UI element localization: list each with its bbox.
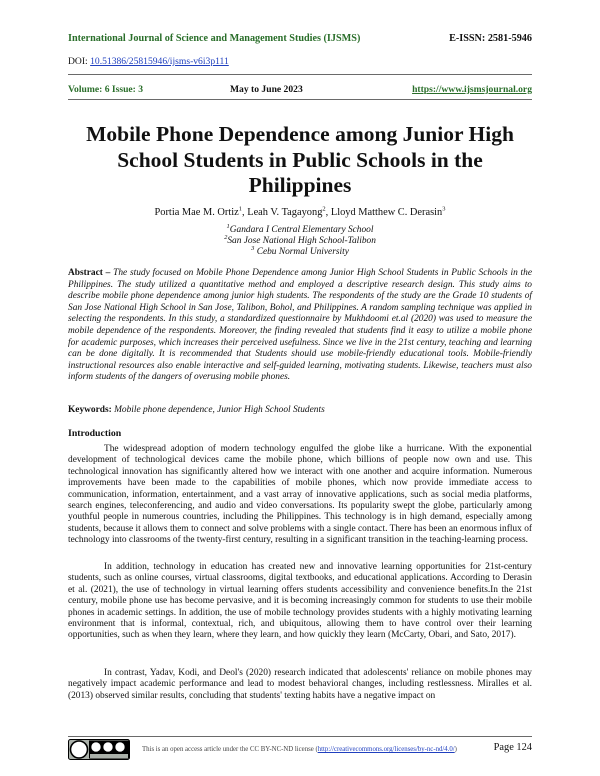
page-number: Page 124 [493, 742, 532, 753]
footer-divider [68, 736, 532, 737]
volume-issue: Volume: 6 Issue: 3 [68, 84, 144, 95]
keywords-label: Keywords: [68, 405, 112, 415]
paper-title: Mobile Phone Dependence among Junior High School Students in Public Schools in the Philippines [86, 122, 514, 197]
abstract-text: The study focused on Mobile Phone Dependence among Junior High School Students in Public Schools in the Philippines. The study utilized a quantitative method and employed a descriptive research design. This study aims to describe mobile phone dependence among junior high students. The respondents of the study are the Grade 10 students of San Jose National High School in San Jose, Talibon, Bohol, and Philippines. A random sampling technique was applied in selecting the respondents. In this study, a standardized questionnaire by Mukhdoomi et.al (2020) was used to measure the mobile dependence of the respondents. Moreover, the finding revealed that students find it easy to utilize a mobile phone for academic purposes, which increases their perceived usefulness. Since we live in the 21st century, teaching and learning can be done digitally. It is recommended that Students should use mobile-friendly educational tools. Mobile-friendly instructional resources also enable interactive and self-guided learning, motivating students. Likewise, teachers must also inform students of the dangers of overusing mobile phones. [68, 268, 532, 383]
doi-label: DOI: [68, 56, 88, 67]
author-name: Leah V. Tagayong [247, 207, 323, 218]
affiliation-text: Gandara I Central Elementary School [229, 225, 374, 235]
cc-license-badge-icon[interactable] [68, 739, 130, 760]
journal-name: International Journal of Science and Management Studies (IJSMS) [68, 33, 361, 44]
header-divider-bottom [68, 99, 532, 100]
author-sup: 3 [442, 205, 446, 213]
author-list: Portia Mae M. Ortiz$^1$, Leah V. Tagayong$^2$, Lloyd Matthew C. Derasin$^3$ [154, 205, 446, 218]
header-divider-top [68, 74, 532, 75]
author-sup: 2 [322, 205, 326, 213]
affiliation [68, 244, 532, 257]
affiliation-text: San Jose National High School-Talibon [227, 236, 376, 246]
issue-period: May to June 2023 [230, 84, 303, 95]
affiliation-sup: 3 [251, 244, 255, 252]
license-close: ) [454, 746, 457, 753]
author-sup: 1 [238, 205, 243, 213]
affiliation-text: Cebu Normal University [256, 247, 349, 257]
license-link[interactable]: http://creativecommons.org/licenses/by-nc-nd/4.0/ [317, 746, 455, 753]
affiliation-sup: 1 [226, 222, 230, 230]
author-name: Portia Mae M. Ortiz [154, 207, 239, 218]
abstract-label: Abstract – [68, 268, 111, 278]
section-heading-introduction: Introduction [68, 428, 122, 439]
journal-url-link[interactable]: https://www.ijsmsjournal.org [412, 84, 532, 95]
keywords-text: Mobile phone dependence, Junior High School Students [114, 405, 325, 415]
abstract [68, 268, 532, 384]
body-paragraph: The widespread adoption of modern technology engulfed the globe like a hurricane. With the exponential development of technological devices came the mobile phone, which billions of people now own and use. This technological innovation has significantly altered how we interact with one another and acquire information. Numerous improvements have been made to the capabilities of mobile phones, which now provide immediate access to communication, information, entertainment, and a vast array of innovative applications, such as social media platforms, search engines, teleconferencing, and audio and video conversations. Its popularity swept the globe, particularly among youthful people in numerous countries, including the Philippines. This technology is in high demand, especially among students, because it allows them to connect and solve problems with a single contact. There has been an enormous influx of technology into classrooms of the twenty-first century, resulting in a significant transition in the teaching-learning process. [68, 444, 532, 546]
doi-link[interactable]: 10.51386/25815946/ijsms-v6i3p111 [90, 56, 229, 67]
author-name: Lloyd Matthew C. Derasin [330, 207, 443, 218]
affiliation [68, 222, 532, 235]
affiliation-sup: 2 [224, 233, 228, 241]
doi-line [68, 56, 229, 67]
journal-issn: E-ISSN: 2581-5946 [449, 33, 532, 44]
body-paragraph: In addition, technology in education has created new and innovative learning opportunities for 21st-century students, such as online courses, virtual classrooms, digital textbooks, and educational applications. According to Derasin et al. (2021), the use of technology in virtual learning offers students accessibility and convenience benefits.In the 21st century, mobile phone use has become pervasive, and it is becoming increasingly common for students to use their mobile phones in academic settings. In addition, the use of mobile technology provides students with a highly motivating learning environment that is informal, contextual, rich, and ubiquitous, allowing them to have control over their learning opportunities, such as when they learn, where they learn, and how quickly they learn (McCarty, Obari, and Sato, 2017). [68, 562, 532, 641]
license-notice [142, 746, 457, 753]
affiliation [68, 233, 532, 246]
license-text: This is an open access article under the CC BY-NC-ND license ( [142, 746, 318, 753]
body-paragraph: In contrast, Yadav, Kodi, and Deol's (2020) research indicated that adolescents' reliance on mobile phones may negatively impact academic performance and lead to modest behavioral changes, including restlessness. Miralles et al. (2013) observed similar results, concluding that students' texting habits have a negative impact on [68, 668, 532, 701]
keywords [68, 405, 532, 415]
